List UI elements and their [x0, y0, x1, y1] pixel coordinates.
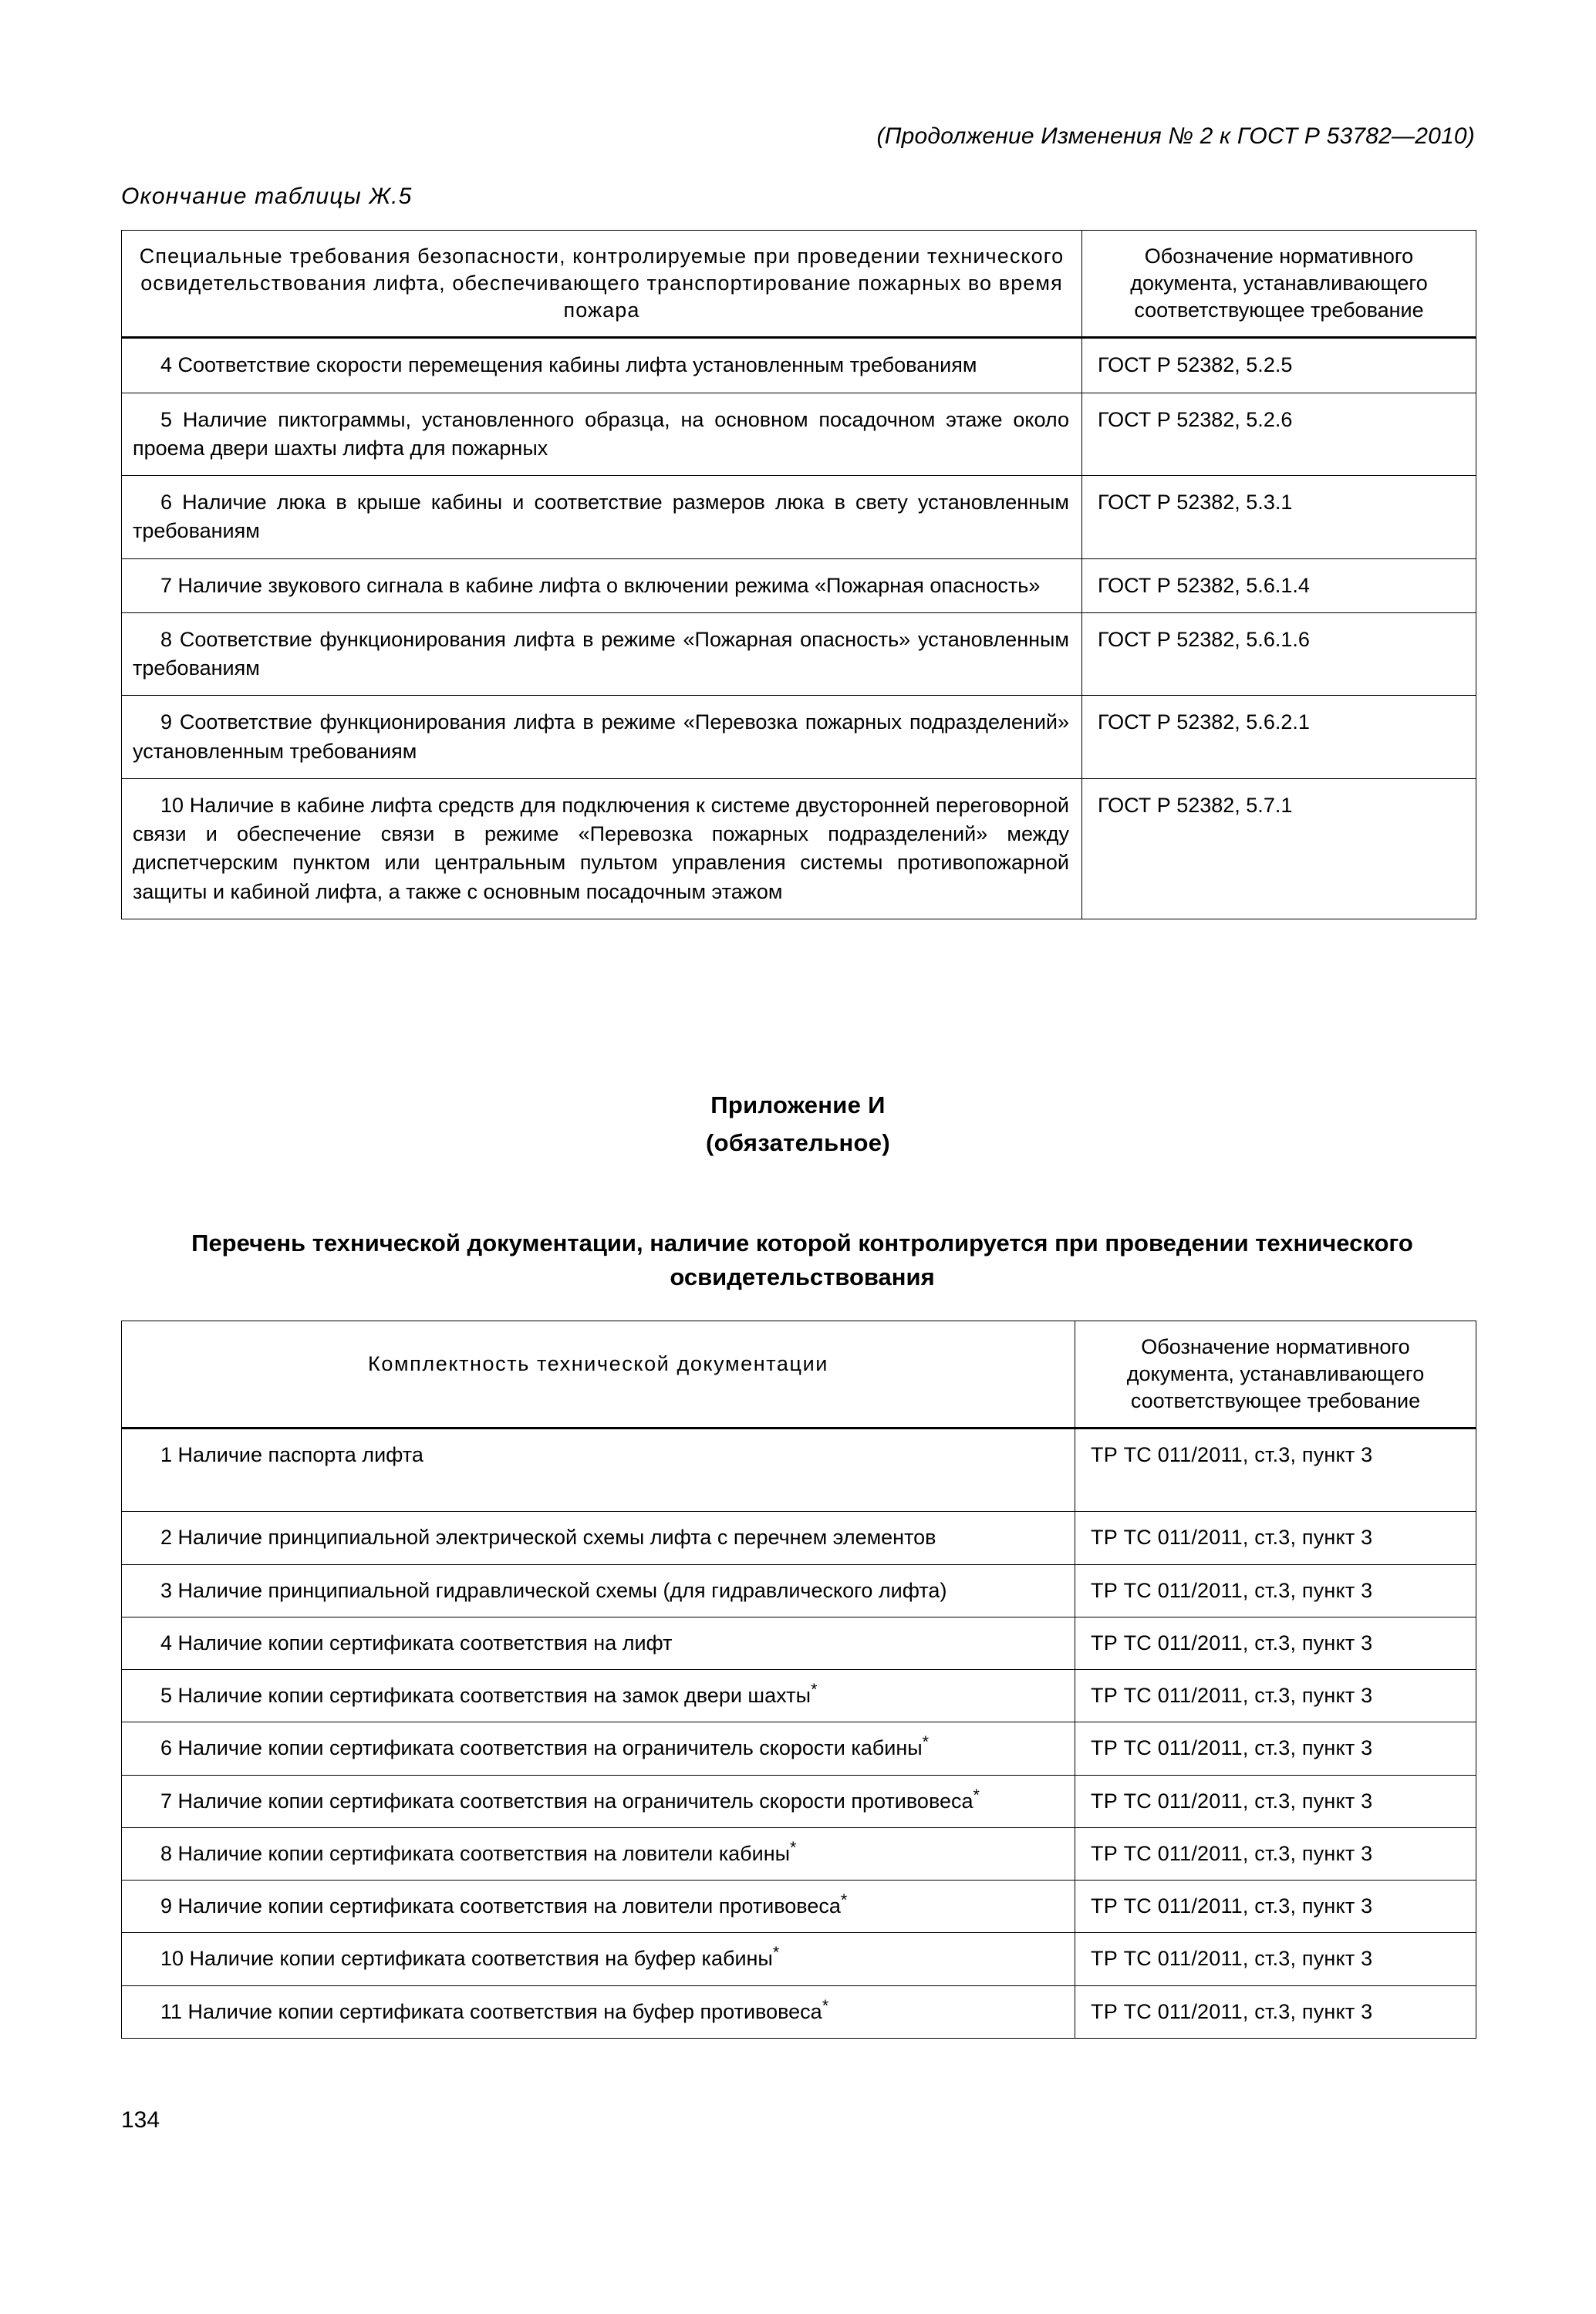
- table-row: [122, 1512, 1476, 1564]
- table-row: [122, 393, 1476, 476]
- table-i-cell-document: ТР ТС 011/2011, ст.3, пункт 3: [1075, 1985, 1476, 2038]
- table-zh5-cell-document: ГОСТ Р 52382, 5.3.1: [1082, 476, 1476, 559]
- table-zh5-cell-requirement: 5 Наличие пиктограммы, установленного образца, на основном посадочном этаже около проема двери шахты лифта для пожарных: [122, 393, 1082, 476]
- table-i-cell-item: 11 Наличие копии сертификата соответствия на буфер противовеса*: [122, 1985, 1075, 2038]
- table-zh5-cell-document: ГОСТ Р 52382, 5.2.6: [1082, 393, 1476, 476]
- table-i-cell-document: ТР ТС 011/2011, ст.3, пункт 3: [1075, 1775, 1476, 1827]
- table-i-cell-item: 1 Наличие паспорта лифта: [122, 1429, 1075, 1512]
- table-i-cell-document: ТР ТС 011/2011, ст.3, пункт 3: [1075, 1881, 1476, 1933]
- footnote-asterisk: *: [772, 1942, 780, 1962]
- table-row: [122, 778, 1476, 919]
- running-header: (Продолжение Изменения № 2 к ГОСТ Р 53782—2010): [876, 123, 1475, 149]
- table-i-header-document: Обозначение нормативного документа, устанавливающего соответствующее требование: [1075, 1321, 1476, 1429]
- table-i-cell-document: ТР ТС 011/2011, ст.3, пункт 3: [1075, 1827, 1476, 1880]
- table-zh5-cell-document: ГОСТ Р 52382, 5.2.5: [1082, 338, 1476, 393]
- footnote-asterisk: *: [811, 1679, 818, 1699]
- table-i-cell-document: ТР ТС 011/2011, ст.3, пункт 3: [1075, 1512, 1476, 1564]
- table-i-header-completeness: Комплектность технической документации: [122, 1321, 1075, 1429]
- table-zh5-cell-document: ГОСТ Р 52382, 5.6.1.6: [1082, 612, 1476, 696]
- section-heading: Перечень технической документации, наличие которой контролируется при проведении технического освидетельствования: [191, 1230, 1413, 1291]
- table-row: [122, 1722, 1476, 1775]
- table-i-cell-document: ТР ТС 011/2011, ст.3, пункт 3: [1075, 1617, 1476, 1669]
- table-row: [122, 558, 1476, 612]
- table-i-cell-item: 10 Наличие копии сертификата соответствия на буфер кабины*: [122, 1933, 1075, 1985]
- footnote-asterisk: *: [840, 1890, 848, 1910]
- table-row: [122, 612, 1476, 696]
- table-zh5-cell-requirement: 4 Соответствие скорости перемещения кабины лифта установленным требованиям: [122, 338, 1082, 393]
- table-row: [122, 1775, 1476, 1827]
- table-i-cell-item: 6 Наличие копии сертификата соответствия на ограничитель скорости кабины*: [122, 1722, 1075, 1775]
- footnote-asterisk: *: [922, 1732, 930, 1752]
- appendix-title: Приложение И: [710, 1091, 886, 1118]
- table-zh5-cell-document: ГОСТ Р 52382, 5.7.1: [1082, 778, 1476, 919]
- table-i-cell-item: 4 Наличие копии сертификата соответствия на лифт: [122, 1617, 1075, 1669]
- table-i-cell-item: 8 Наличие копии сертификата соответствия на ловители кабины*: [122, 1827, 1075, 1880]
- table-zh5-header-row: [122, 231, 1476, 338]
- table-zh5-cell-document: ГОСТ Р 52382, 5.6.1.4: [1082, 558, 1476, 612]
- appendix-subtitle: (обязательное): [706, 1129, 890, 1156]
- table-row: [122, 1564, 1476, 1617]
- table-row: [122, 476, 1476, 559]
- table-row: [122, 1985, 1476, 2038]
- table-row: [122, 1881, 1476, 1933]
- footnote-asterisk: *: [790, 1837, 797, 1857]
- table-zh5-header-document: Обозначение нормативного документа, устанавливающего соответствующее требование: [1082, 231, 1476, 338]
- table-zh5-cell-requirement: 8 Соответствие функционирования лифта в режиме «Пожарная опасность» установленным требованиям: [122, 612, 1082, 696]
- footnote-asterisk: *: [973, 1784, 980, 1804]
- table-i-cell-item: 9 Наличие копии сертификата соответствия на ловители противовеса*: [122, 1881, 1075, 1933]
- table-i-cell-item: 2 Наличие принципиальной электрической схемы лифта с перечнем элементов: [122, 1512, 1075, 1564]
- table-i: [121, 1321, 1476, 2039]
- table-i-cell-document: ТР ТС 011/2011, ст.3, пункт 3: [1075, 1722, 1476, 1775]
- footnote-asterisk: *: [822, 1995, 829, 2015]
- table-zh5: [121, 230, 1476, 919]
- table-zh5-cell-document: ГОСТ Р 52382, 5.6.2.1: [1082, 696, 1476, 779]
- table-caption-zh5: Окончание таблицы Ж.5: [121, 184, 413, 209]
- table-row: [122, 338, 1476, 393]
- table-row: [122, 1827, 1476, 1880]
- table-row: [122, 1933, 1476, 1985]
- table-zh5-cell-requirement: 9 Соответствие функционирования лифта в режиме «Перевозка пожарных подразделений» установленным требованиям: [122, 696, 1082, 779]
- table-row: [122, 696, 1476, 779]
- table-zh5-cell-requirement: 6 Наличие люка в крыше кабины и соответствие размеров люка в свету установленным требованиям: [122, 476, 1082, 559]
- table-i-cell-item: 5 Наличие копии сертификата соответствия на замок двери шахты*: [122, 1670, 1075, 1722]
- page-number: 134: [121, 2107, 160, 2133]
- table-i-cell-document: ТР ТС 011/2011, ст.3, пункт 3: [1075, 1670, 1476, 1722]
- table-i-header-row: [122, 1321, 1476, 1429]
- table-zh5-cell-requirement: 7 Наличие звукового сигнала в кабине лифта о включении режима «Пожарная опасность»: [122, 558, 1082, 612]
- table-zh5-cell-requirement: 10 Наличие в кабине лифта средств для подключения к системе двусторонней переговорной связи и обеспечение связи в режиме «Перевозка пожарных подразделений» между диспетчерским пунктом или центральным пультом управления системы противопожарной защиты и кабиной лифта, а также с основным посадочным этажом: [122, 778, 1082, 919]
- table-row: [122, 1670, 1476, 1722]
- table-i-cell-item: 7 Наличие копии сертификата соответствия на ограничитель скорости противовеса*: [122, 1775, 1075, 1827]
- table-i-cell-document: ТР ТС 011/2011, ст.3, пункт 3: [1075, 1564, 1476, 1617]
- table-zh5-header-requirement: Специальные требования безопасности, контролируемые при проведении технического освидетельствования лифта, обеспечивающего транспортирование пожарных во время пожара: [122, 231, 1082, 338]
- table-i-cell-document: ТР ТС 011/2011, ст.3, пункт 3: [1075, 1429, 1476, 1512]
- table-i-cell-item: 3 Наличие принципиальной гидравлической схемы (для гидравлического лифта): [122, 1564, 1075, 1617]
- table-row: [122, 1617, 1476, 1669]
- table-row: [122, 1429, 1476, 1512]
- table-i-cell-document: ТР ТС 011/2011, ст.3, пункт 3: [1075, 1933, 1476, 1985]
